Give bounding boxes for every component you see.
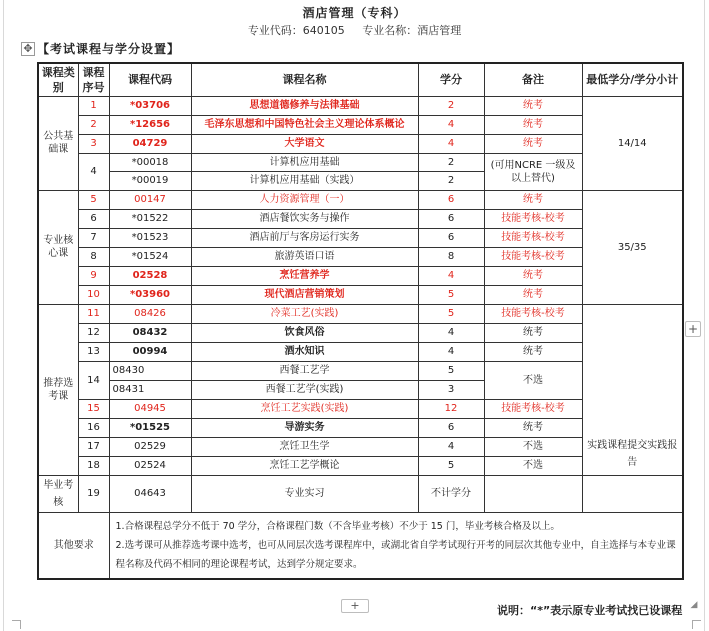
credit-cell: 4 (418, 134, 484, 153)
seq-cell: 9 (78, 266, 109, 285)
subtotal-elective: 实践课程提交实践报告 (582, 304, 683, 475)
credit-cell: 6 (418, 209, 484, 228)
category-graduation: 毕业考核 (38, 475, 78, 512)
subtotal-major: 35/35 (582, 190, 683, 304)
category-other: 其他要求 (38, 512, 109, 579)
page-corner-mark (692, 620, 701, 629)
category-major: 专业核心课 (38, 190, 78, 304)
course-name-cell: 烹饪卫生学 (191, 437, 418, 456)
course-name-cell: 毛泽东思想和中国特色社会主义理论体系概论 (191, 115, 418, 134)
table-row (38, 190, 683, 209)
code-cell: *03706 (109, 96, 191, 115)
course-name-cell: 导游实务 (191, 418, 418, 437)
table-row (38, 96, 683, 115)
header-code: 课程代码 (109, 63, 191, 96)
credit-cell: 5 (418, 304, 484, 323)
section-heading: 【考试课程与学分设置】 (37, 42, 181, 56)
course-name-cell: 人力资源管理（一） (191, 190, 418, 209)
seq-cell: 3 (78, 134, 109, 153)
credit-cell: 4 (418, 342, 484, 361)
code-cell: 00994 (109, 342, 191, 361)
course-name-cell: 酒店餐饮实务与操作 (191, 209, 418, 228)
remark-cell: 统考 (484, 266, 582, 285)
seq-cell: 15 (78, 399, 109, 418)
course-table (37, 62, 684, 580)
credit-cell: 6 (418, 418, 484, 437)
code-cell: 08430 (109, 361, 191, 380)
code-cell: *00019 (109, 171, 191, 190)
credit-cell: 4 (418, 437, 484, 456)
seq-cell: 13 (78, 342, 109, 361)
code-cell: 02529 (109, 437, 191, 456)
major-info (0, 22, 709, 38)
category-elective: 推荐选考课 (38, 304, 78, 475)
credit-cell: 12 (418, 399, 484, 418)
credit-cell: 2 (418, 153, 484, 171)
code-cell: 00147 (109, 190, 191, 209)
header-min-credit: 最低学分/学分小计 (582, 63, 683, 96)
course-name-cell: 烹饪工艺学概论 (191, 456, 418, 475)
course-name-cell: 西餐工艺学(实践) (191, 380, 418, 399)
credit-cell: 2 (418, 96, 484, 115)
credit-cell: 4 (418, 266, 484, 285)
table-row (38, 512, 683, 579)
course-name-cell: 专业实习 (191, 475, 418, 512)
major-code: 专业代码：640105 (247, 24, 345, 37)
code-cell: 08431 (109, 380, 191, 399)
credit-cell: 5 (418, 361, 484, 380)
course-name-cell: 酒店前厅与客房运行实务 (191, 228, 418, 247)
table-header-row (38, 63, 683, 96)
header-seq: 课程序号 (78, 63, 109, 96)
course-name-cell: 饮食风俗 (191, 323, 418, 342)
course-name-cell: 现代酒店营销策划 (191, 285, 418, 304)
code-cell: *03960 (109, 285, 191, 304)
code-cell: 04729 (109, 134, 191, 153)
seq-cell: 14 (78, 361, 109, 399)
seq-cell: 6 (78, 209, 109, 228)
code-cell: 08432 (109, 323, 191, 342)
table-row (38, 475, 683, 512)
header-category: 课程类别 (38, 63, 78, 96)
category-public: 公共基础课 (38, 96, 78, 190)
remark-cell (484, 475, 582, 512)
code-cell: *12656 (109, 115, 191, 134)
other-requirements-cell (109, 512, 683, 579)
header-credit: 学分 (418, 63, 484, 96)
course-name-cell: 酒水知识 (191, 342, 418, 361)
remark-cell: 不选 (484, 456, 582, 475)
course-name-cell: 冷菜工艺(实践) (191, 304, 418, 323)
code-cell: 08426 (109, 304, 191, 323)
page-corner-mark (12, 620, 21, 629)
seq-cell: 16 (78, 418, 109, 437)
table-move-handle-icon[interactable]: ✥ (21, 42, 35, 56)
major-name: 专业名称：酒店管理 (362, 24, 462, 37)
remark-cell: 技能考核-校考 (484, 304, 582, 323)
code-cell: *01525 (109, 418, 191, 437)
page-title: 酒店管理（专科） (302, 6, 407, 20)
credit-cell: 5 (418, 285, 484, 304)
course-name-cell: 烹饪营养学 (191, 266, 418, 285)
seq-cell: 5 (78, 190, 109, 209)
subtotal-graduation (582, 475, 683, 512)
table-row (38, 304, 683, 323)
footnote: 说明：“*”表示原专业考试找已设课程 (497, 604, 683, 617)
remark-cell: 不选 (484, 361, 582, 399)
course-name-cell: 计算机应用基础（实践） (191, 171, 418, 190)
page-edge-right (704, 0, 705, 631)
page-edge-left (3, 0, 4, 631)
seq-cell: 7 (78, 228, 109, 247)
course-name-cell: 计算机应用基础 (191, 153, 418, 171)
course-name-cell: 思想道德修养与法律基础 (191, 96, 418, 115)
header-name: 课程名称 (191, 63, 418, 96)
remark-cell: 统考 (484, 134, 582, 153)
code-cell: *01523 (109, 228, 191, 247)
credit-cell: 4 (418, 115, 484, 134)
seq-cell: 2 (78, 115, 109, 134)
seq-cell: 1 (78, 96, 109, 115)
seq-cell: 18 (78, 456, 109, 475)
remark-cell: 统考 (484, 342, 582, 361)
credit-cell: 8 (418, 247, 484, 266)
remark-cell: 技能考核-校考 (484, 247, 582, 266)
remark-cell: 不选 (484, 437, 582, 456)
table-resize-icon[interactable]: ◢ (690, 600, 698, 610)
subtotal-public: 14/14 (582, 96, 683, 190)
remark-cell: 技能考核-校考 (484, 209, 582, 228)
code-cell: 04643 (109, 475, 191, 512)
credit-cell: 2 (418, 171, 484, 190)
remark-cell: 统考 (484, 96, 582, 115)
course-name-cell: 烹饪工艺实践(实践) (191, 399, 418, 418)
remark-cell: 统考 (484, 285, 582, 304)
requirement-line-2: 2.选考课可从推荐选考课中选考，也可从同层次选考课程库中，或湖北省自学考试现行开考的同层次其他专业中，自主选择与本专业课程名称及代码不相同的理论课程考试，达到学分规定要求。 (115, 539, 676, 570)
credit-cell: 4 (418, 323, 484, 342)
remark-cell: 技能考核-校考 (484, 399, 582, 418)
seq-cell: 4 (78, 153, 109, 190)
credit-cell: 6 (418, 190, 484, 209)
add-row-button[interactable]: + (341, 599, 369, 613)
code-cell: 04945 (109, 399, 191, 418)
code-cell: 02528 (109, 266, 191, 285)
credit-cell: 不计学分 (418, 475, 484, 512)
remark-cell: (可用NCRE 一级及以上替代) (484, 153, 582, 190)
remark-cell: 统考 (484, 418, 582, 437)
seq-cell: 11 (78, 304, 109, 323)
code-cell: *00018 (109, 153, 191, 171)
header-remark: 备注 (484, 63, 582, 96)
course-name-cell: 大学语文 (191, 134, 418, 153)
code-cell: 02524 (109, 456, 191, 475)
seq-cell: 8 (78, 247, 109, 266)
credit-cell: 5 (418, 456, 484, 475)
code-cell: *01522 (109, 209, 191, 228)
credit-cell: 6 (418, 228, 484, 247)
requirement-line-1: 1.合格课程总学分不低于 70 学分，合格课程门数（不含毕业考核）不少于 15 门，毕业考核合格及以上。 (115, 520, 560, 532)
remark-cell: 技能考核-校考 (484, 228, 582, 247)
course-name-cell: 旅游英语口语 (191, 247, 418, 266)
code-cell: *01524 (109, 247, 191, 266)
remark-cell: 统考 (484, 190, 582, 209)
credit-cell: 3 (418, 380, 484, 399)
remark-cell: 统考 (484, 323, 582, 342)
seq-cell: 10 (78, 285, 109, 304)
add-column-button[interactable]: + (685, 321, 701, 337)
remark-cell: 统考 (484, 115, 582, 134)
seq-cell: 17 (78, 437, 109, 456)
course-name-cell: 西餐工艺学 (191, 361, 418, 380)
seq-cell: 19 (78, 475, 109, 512)
seq-cell: 12 (78, 323, 109, 342)
